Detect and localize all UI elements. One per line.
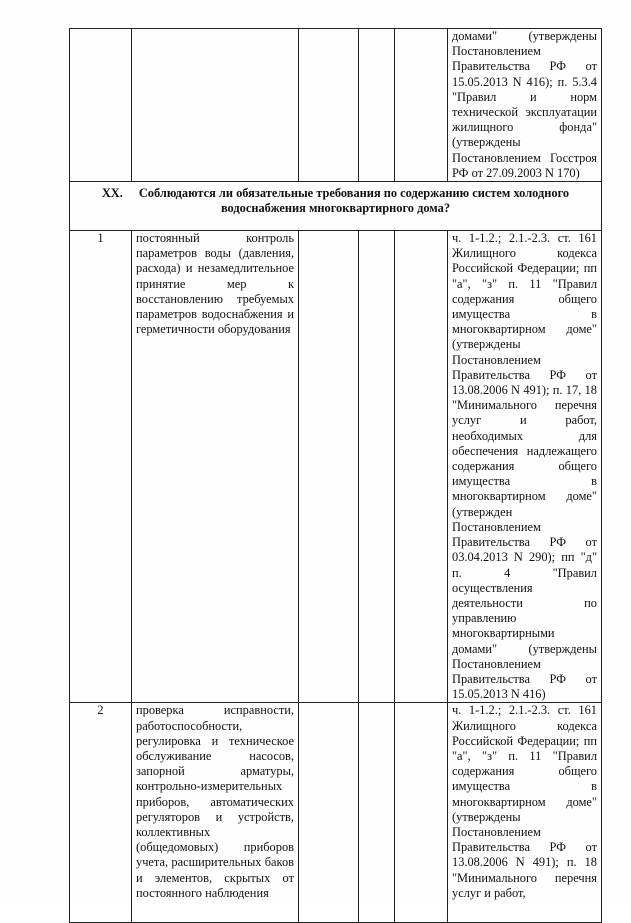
table-row-continued bbox=[70, 29, 602, 182]
section-number: XX. bbox=[101, 186, 123, 201]
table-row bbox=[70, 703, 602, 923]
cell-answer-yes bbox=[299, 231, 359, 703]
cell-answer-na bbox=[395, 703, 448, 923]
requirements-table bbox=[69, 28, 602, 923]
cell-answer-na bbox=[395, 29, 448, 182]
section-header-row bbox=[70, 182, 602, 231]
row-legal-reference: ч. 1-1.2.; 2.1.-2.3. ст. 161 Жилищного кодекса Российской Федерации; пп "а", "з" п. 11 "Правил содержания общего имущества в многоквартирном доме" (утверждены Постановлением Правительства РФ от 13.08.2006 N 491); п. 18 "Минимального перечня услуг и работ, bbox=[448, 703, 602, 923]
row-number: 1 bbox=[70, 231, 132, 703]
cell-answer-no bbox=[359, 29, 395, 182]
cell-answer-no bbox=[359, 703, 395, 923]
cell-question bbox=[132, 29, 299, 182]
cell-answer-yes bbox=[299, 29, 359, 182]
cell-answer-no bbox=[359, 231, 395, 703]
table-row bbox=[70, 231, 602, 703]
legal-reference-text: домами" (утверждены Постановлением Правительства РФ от 15.05.2013 N 416); п. 5.3.4 "Правил и норм технической эксплуатации жилищного фонда" (утверждены Постановлением Госстроя РФ от 27.09.2003 N 170) bbox=[452, 29, 597, 180]
row-question: постоянный контроль параметров воды (давления, расхода) и незамедлительное принятие мер к восстановлению требуемых параметров водоснабжения и герметичности оборудования bbox=[132, 231, 299, 703]
section-header-cell bbox=[70, 182, 602, 231]
row-legal-reference: ч. 1-1.2.; 2.1.-2.3. ст. 161 Жилищного кодекса Российской Федерации; пп "а", "з" п. 11 "Правил содержания общего имущества в многоквартирном доме" (утверждены Постановлением Правительства РФ от 13.08.2006 N 491); п. 17, 18 "Минимального перечня услуг и работ, необходимых для обеспечения надлежащего содержания общего имущества в многоквартирном доме" (утвержден Постановлением Правительства РФ от 03.04.2013 N 290); пп "д" п. 4 "Правил осуществления деятельности по управлению многоквартирными домами" (утверждены Постановлением Правительства РФ от 15.05.2013 N 416) bbox=[448, 231, 602, 703]
row-number: 2 bbox=[70, 703, 132, 923]
row-question: проверка исправности, работоспособности, регулировка и техническое обслуживание насосов, запорной арматуры, контрольно-измерительных приборов, автоматических регуляторов и устройств, коллективных (общедомовых) приборов учета, расширительных баков и элементов, скрытых от постоянного наблюдения bbox=[132, 703, 299, 923]
section-title: Соблюдаются ли обязательные требования по содержанию систем холодного водоснабжения многоквартирного дома? bbox=[138, 186, 570, 216]
cell-num bbox=[70, 29, 132, 182]
cell-answer-yes bbox=[299, 703, 359, 923]
cell-legal-reference bbox=[448, 29, 602, 182]
cell-answer-na bbox=[395, 231, 448, 703]
